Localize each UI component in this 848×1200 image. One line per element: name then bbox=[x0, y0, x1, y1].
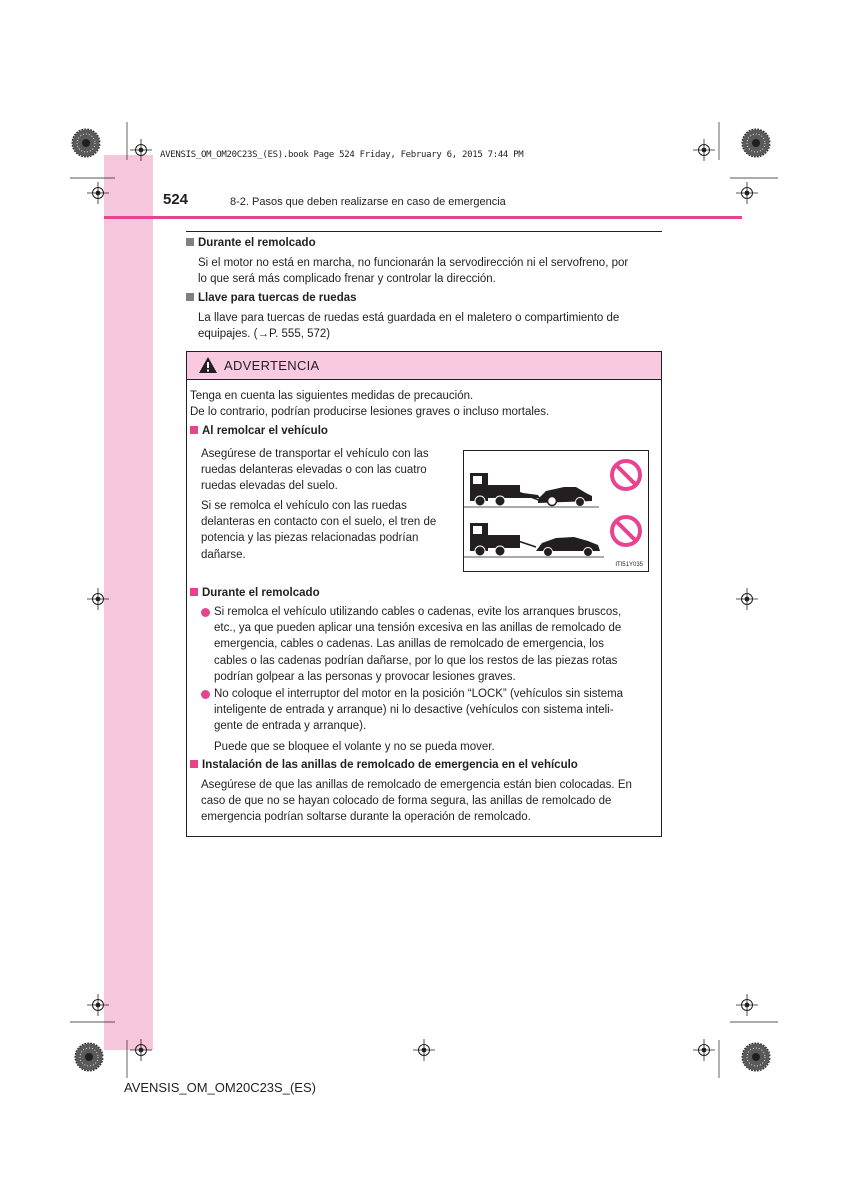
text-line: cables o las cadenas podrían dañarse, por lo que los restos de las piezas rotas bbox=[214, 654, 618, 667]
tow-truck-illustration bbox=[464, 451, 648, 571]
prohibited-icon bbox=[612, 461, 640, 489]
square-marker bbox=[190, 760, 198, 768]
warning-intro bbox=[190, 388, 660, 420]
text-line: Si remolca el vehículo utilizando cables o cadenas, evite los arranques bruscos, bbox=[214, 606, 622, 618]
text-line: Tenga en cuenta las siguientes medidas de precaución. bbox=[190, 390, 474, 402]
text-line: podrían golpear a las personas y provocar lesiones graves. bbox=[214, 670, 516, 683]
bullet-text bbox=[214, 686, 658, 735]
text-line: caso de que no se hayan colocado de forma segura, las anillas de remolcado de bbox=[201, 795, 612, 808]
section-title: 8-2. Pasos que deben realizarse en caso de emergencia bbox=[230, 196, 506, 208]
text-line: Si el motor no está en marcha, no funcionarán la servodirección ni el servofreno, por bbox=[198, 257, 629, 269]
square-marker bbox=[190, 588, 198, 596]
text-line: lo que será más complicado frenar y controlar la dirección. bbox=[198, 273, 496, 286]
text-line: ruedas elevadas del suelo. bbox=[201, 480, 338, 493]
bullet-icon bbox=[201, 608, 210, 617]
warning-triangle-icon bbox=[198, 356, 218, 374]
figure-code: ITI51Y035 bbox=[615, 562, 643, 568]
text-line: emergencia podrían soltarse durante la operación de remolcado. bbox=[201, 811, 531, 824]
text-line: delanteras en contacto con el suelo, el tren de bbox=[201, 516, 437, 529]
block-body bbox=[198, 255, 662, 287]
page-number: 524 bbox=[163, 191, 189, 208]
text-line: Asegúrese de transportar el vehículo con las bbox=[201, 448, 429, 460]
warning-section-heading: Durante el remolcado bbox=[190, 587, 320, 599]
warning-text bbox=[201, 777, 659, 826]
warning-header bbox=[187, 352, 661, 380]
towing-illustration bbox=[463, 450, 649, 572]
text-line: Asegúrese de que las anillas de remolcado de emergencia están bien colocadas. En bbox=[201, 779, 632, 791]
bullet-icon bbox=[201, 690, 210, 699]
text-line: La llave para tuercas de ruedas está guardada en el maletero o compartimiento de bbox=[198, 312, 620, 324]
square-marker bbox=[186, 238, 194, 246]
prohibited-icon bbox=[612, 517, 640, 545]
bullet-text bbox=[214, 604, 658, 685]
note-text: Puede que se bloquee el volante y no se pueda mover. bbox=[214, 741, 495, 753]
warning-title: ADVERTENCIA bbox=[224, 358, 320, 373]
block-heading: Llave para tuercas de ruedas bbox=[186, 292, 357, 304]
square-marker bbox=[186, 293, 194, 301]
text-line: etc., ya que pueden aplicar una tensión excesiva en las anillas de remolcado de bbox=[214, 622, 622, 635]
file-header: AVENSIS_OM_OM20C23S_(ES).book Page 524 Friday, February 6, 2015 7:44 PM bbox=[160, 150, 524, 160]
text-line: No coloque el interruptor del motor en la posición “LOCK” (vehículos sin sistema bbox=[214, 688, 624, 700]
text-line: gente de entrada y arranque). bbox=[214, 720, 367, 733]
block-body bbox=[198, 310, 662, 342]
warning-section-heading: Instalación de las anillas de remolcado de emergencia en el vehículo bbox=[190, 759, 578, 771]
block-heading: Durante el remolcado bbox=[186, 237, 316, 249]
footer-text: AVENSIS_OM_OM20C23S_(ES) bbox=[124, 1080, 316, 1095]
text-line: inteligente de entrada y arranque) ni lo desactive (vehículos con sistema inteli- bbox=[214, 704, 614, 717]
square-marker bbox=[190, 426, 198, 434]
warning-section-heading: Al remolcar el vehículo bbox=[190, 425, 328, 437]
text-line: emergencia, cables o cadenas. Las anillas de remolcado de emergencia, los bbox=[214, 638, 604, 651]
warning-text bbox=[201, 446, 448, 495]
text-line: potencia y las piezas relacionadas podrían bbox=[201, 532, 419, 545]
content-rule bbox=[186, 231, 662, 232]
text-line: De lo contrario, podrían producirse lesiones graves o incluso mortales. bbox=[190, 406, 550, 419]
text-line: ruedas delanteras elevadas o con las cuatro bbox=[201, 464, 427, 477]
text-line: Si se remolca el vehículo con las ruedas bbox=[201, 500, 407, 512]
header-rule bbox=[104, 216, 742, 219]
text-line: dañarse. bbox=[201, 548, 246, 561]
warning-text bbox=[201, 498, 448, 563]
text-line: equipajes. (→P. 555, 572) bbox=[198, 328, 331, 341]
